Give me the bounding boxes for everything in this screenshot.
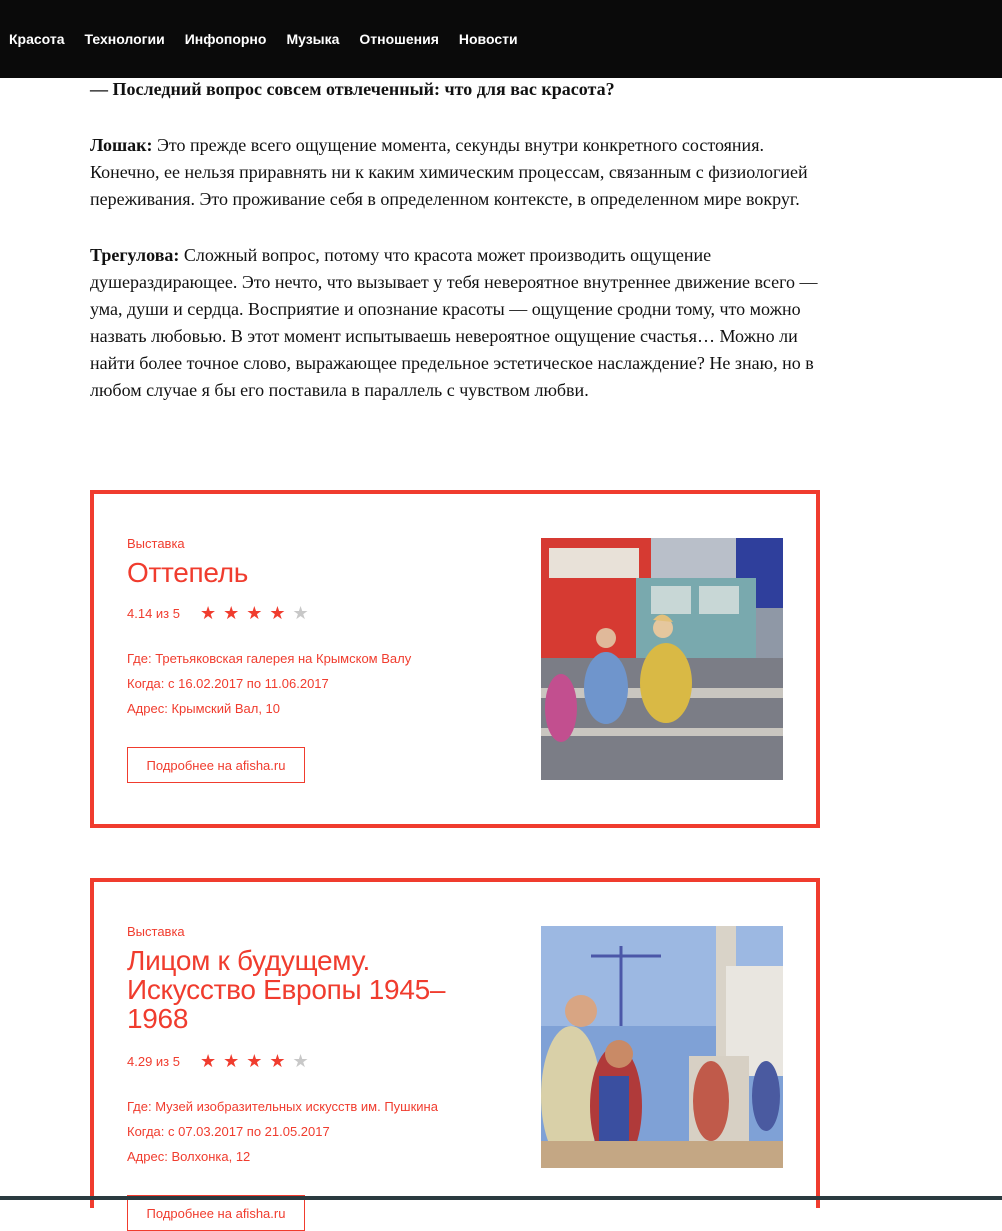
painting-face-to-future	[541, 926, 783, 1168]
answer-text: Сложный вопрос, потому что красота может производить ощущение душераздирающее. Это нечто, что вызывает у тебя невероятное внутреннее движение всего — ума, души и сердца. Восприятие и опознание красоты — ощущение сродни тому, что можно назвать любовью. В этот момент испытываешь невероятное ощущение счастья… Можно ли найти более точное слово, выражающее предельное эстетическое наслаждение? Не знаю, но в любом случае я бы его поставила в параллель с чувством любви.	[90, 245, 818, 400]
nav-item-relationships[interactable]: Отношения	[359, 31, 439, 47]
rating-text: 4.29 из 5	[127, 1053, 180, 1069]
nav-item-beauty[interactable]: Красота	[9, 31, 65, 47]
rating-stars	[200, 604, 309, 622]
card-type-label: Выставка	[127, 536, 185, 551]
main-nav	[9, 30, 538, 48]
star-empty-icon: ★	[292, 1051, 309, 1071]
page-bottom-edge	[0, 1196, 1002, 1200]
exhibition-painting-image[interactable]	[541, 538, 783, 780]
card-title[interactable]: Лицом к будущему. Искусство Европы 1945–1968	[127, 945, 446, 1034]
star-empty-icon: ★	[292, 603, 309, 623]
rating	[127, 1052, 309, 1070]
card-address: Адрес: Крымский Вал, 10	[127, 701, 281, 716]
answer-loshak	[90, 132, 830, 213]
article-body	[90, 76, 830, 433]
card-info	[127, 1094, 438, 1169]
nav-item-music[interactable]: Музыка	[286, 31, 340, 47]
card-where: Где: Музей изобразительных искусств им. Пушкина	[127, 1099, 438, 1114]
painting-thaw	[541, 538, 783, 780]
nav-item-infoporn[interactable]: Инфопорно	[184, 31, 267, 47]
star-icon: ★	[246, 603, 263, 623]
star-icon: ★	[269, 603, 286, 623]
answer-text: Это прежде всего ощущение момента, секунды внутри конкретного состояния. Конечно, ее нельзя приравнять ни к каким химическим процессам, связанным с физиологией переживания. Это проживание себя в определенном контексте, в определенном мире вокруг.	[90, 135, 808, 209]
card-info	[127, 646, 411, 721]
star-icon: ★	[199, 1051, 217, 1071]
card-where: Где: Третьяковская галерея на Крымском Валу	[127, 651, 412, 666]
answer-tregulova	[90, 242, 830, 404]
star-icon: ★	[223, 1051, 240, 1071]
nav-item-technology[interactable]: Технологии	[84, 31, 165, 47]
more-on-afisha-button[interactable]: Подробнее на afisha.ru	[127, 1195, 305, 1231]
star-icon: ★	[269, 1051, 286, 1071]
star-icon: ★	[199, 603, 217, 623]
star-icon: ★	[223, 603, 240, 623]
speaker-name: Лошак:	[90, 135, 153, 155]
rating	[127, 604, 309, 622]
exhibition-painting-image[interactable]	[541, 926, 783, 1168]
exhibition-card	[90, 490, 820, 828]
card-when: Когда: с 07.03.2017 по 21.05.2017	[127, 1124, 330, 1139]
rating-stars	[200, 1052, 309, 1070]
card-type-label: Выставка	[127, 924, 185, 939]
speaker-name: Трегулова:	[90, 245, 180, 265]
top-navigation-bar	[0, 0, 1002, 78]
nav-item-news[interactable]: Новости	[458, 31, 518, 47]
exhibition-card	[90, 878, 820, 1221]
more-on-afisha-button[interactable]: Подробнее на afisha.ru	[127, 747, 305, 783]
card-address: Адрес: Волхонка, 12	[127, 1149, 251, 1164]
card-title[interactable]: Оттепель	[127, 557, 249, 588]
rating-text: 4.14 из 5	[127, 605, 180, 621]
card-when: Когда: с 16.02.2017 по 11.06.2017	[127, 676, 329, 691]
star-icon: ★	[246, 1051, 263, 1071]
interview-question: — Последний вопрос совсем отвлеченный: что для вас красота?	[90, 79, 615, 99]
